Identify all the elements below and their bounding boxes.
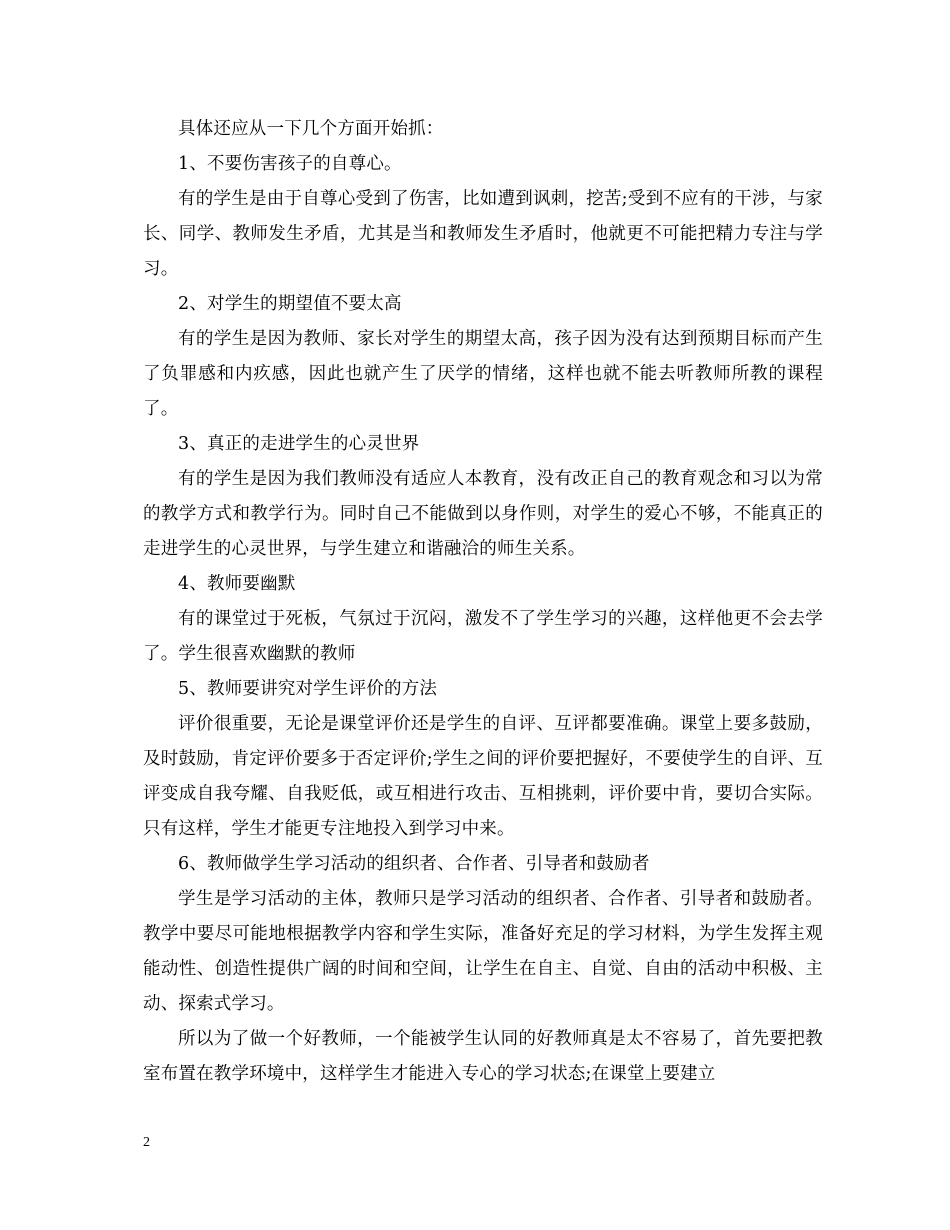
- body-paragraph-6: 学生是学习活动的主体，教师只是学习活动的组织者、合作者、引导者和鼓励者。教学中要尽可能地根据教学内容和学生实际，准备好充足的学习材料，为学生发挥主观能动性、创造性提供广阔的时间和空间，让学生在自主、自觉、自由的活动中积极、主动、探索式学习。: [143, 889, 823, 1014]
- heading-5: 5、教师要讲究对学生评价的方法: [178, 679, 438, 699]
- body-paragraph-3: 有的学生是因为我们教师没有适应人本教育，没有改正自己的教育观念和习以为常的教学方式和教学行为。同时自己不能做到以身作则，对学生的爱心不够，不能真正的走进学生的心灵世界，与学生建立和谐融洽的师生关系。: [143, 469, 823, 559]
- heading-3: 3、真正的走进学生的心灵世界: [178, 434, 420, 454]
- body-paragraph-2: 有的学生是因为教师、家长对学生的期望太高，孩子因为没有达到预期目标而产生了负罪感和内疚感，因此也就产生了厌学的情绪，这样也就不能去听教师所教的课程了。: [143, 329, 823, 419]
- heading-2: 2、对学生的期望值不要太高: [178, 294, 402, 314]
- heading-1: 1、不要伤害孩子的自尊心。: [178, 154, 402, 174]
- closing-paragraph: 所以为了做一个好教师，一个能被学生认同的好教师真是太不容易了，首先要把教室布置在教学环境中，这样学生才能进入专心的学习状态;在课堂上要建立: [143, 1029, 823, 1084]
- body-paragraph-4: 有的课堂过于死板，气氛过于沉闷，激发不了学生学习的兴趣，这样他更不会去学了。学生很喜欢幽默的教师: [143, 609, 823, 664]
- document-body: [143, 112, 823, 1092]
- body-paragraph-1: 有的学生是由于自尊心受到了伤害，比如遭到讽刺，挖苦;受到不应有的干涉，与家长、同学、教师发生矛盾，尤其是当和教师发生矛盾时，他就更不可能把精力专注与学习。: [143, 189, 823, 279]
- intro-paragraph: 具体还应从一下几个方面开始抓：: [178, 119, 444, 139]
- page-number: 2: [143, 1135, 150, 1150]
- body-paragraph-5: 评价很重要，无论是课堂评价还是学生的自评、互评都要准确。课堂上要多鼓励，及时鼓励，肯定评价要多于否定评价;学生之间的评价要把握好，不要使学生的自评、互评变成自我夸耀、自我贬低，或互相进行攻击、互相挑刺，评价要中肯，要切合实际。只有这样，学生才能更专注地投入到学习中来。: [143, 714, 823, 839]
- heading-4: 4、教师要幽默: [178, 574, 296, 594]
- heading-6: 6、教师做学生学习活动的组织者、合作者、引导者和鼓励者: [178, 854, 650, 874]
